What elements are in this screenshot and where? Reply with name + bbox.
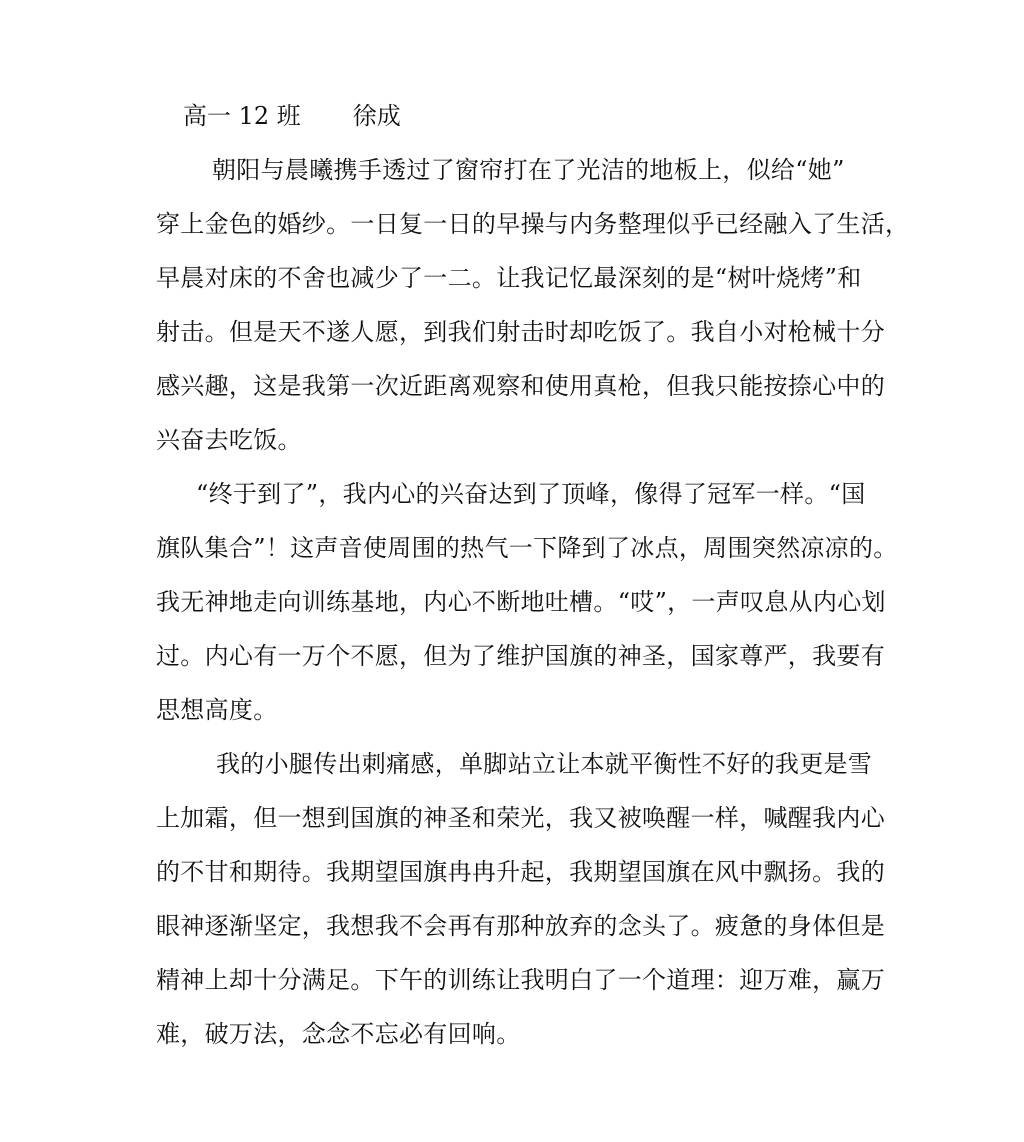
paragraph-2-line-5: 思想高度。 [156, 696, 278, 724]
paragraph-2-line-1: “终于到了”，我内心的兴奋达到了顶峰，像得了冠军一样。“国 [196, 480, 866, 508]
paragraph-2-line-2: 旗队集合”！这声音使周围的热气一下降到了冰点，周围突然凉凉的。 [156, 534, 898, 562]
paragraph-3-line-1: 我的小腿传出刺痛感，单脚站立让本就平衡性不好的我更是雪 [216, 750, 873, 778]
paragraph-1-line-2: 穿上金色的婚纱。一日复一日的早操与内务整理似乎已经融入了生活， [156, 210, 910, 238]
paragraph-3-line-3: 的不甘和期待。我期望国旗冉冉升起，我期望国旗在风中飘扬。我的 [156, 858, 885, 886]
essay-header [183, 96, 401, 136]
paragraph-3-line-2: 上加霜，但一想到国旗的神圣和荣光，我又被唤醒一样，喊醒我内心 [156, 804, 885, 832]
paragraph-3-line-6: 难，破万法，念念不忘必有回响。 [156, 1020, 521, 1048]
paragraph-3-line-5: 精神上却十分满足。下午的训练让我明白了一个道理：迎万难，赢万 [156, 966, 885, 994]
paragraph-1-line-5: 感兴趣，这是我第一次近距离观察和使用真枪，但我只能按捺心中的 [156, 372, 885, 400]
paragraph-3-line-4: 眼神逐渐坚定，我想我不会再有那种放弃的念头了。疲惫的身体但是 [156, 912, 885, 940]
paragraph-2-line-4: 过。内心有一万个不愿，但为了维护国旗的神圣，国家尊严，我要有 [156, 642, 885, 670]
paragraph-1-line-6: 兴奋去吃饭。 [156, 426, 302, 454]
paragraph-1-line-1: 朝阳与晨曦携手透过了窗帘打在了光洁的地板上，似给“她” [212, 156, 845, 184]
paragraph-1-line-3: 早晨对床的不舍也减少了一二。让我记忆最深刻的是“树叶烧烤”和 [156, 264, 862, 292]
author-name: 徐成 [352, 102, 401, 130]
class-label: 高一 12 班 [183, 102, 301, 130]
paragraph-1-line-4: 射击。但是天不遂人愿，到我们射击时却吃饭了。我自小对枪械十分 [156, 318, 885, 346]
paragraph-2-line-3: 我无神地走向训练基地，内心不断地吐槽。“哎”，一声叹息从内心划 [156, 588, 886, 616]
